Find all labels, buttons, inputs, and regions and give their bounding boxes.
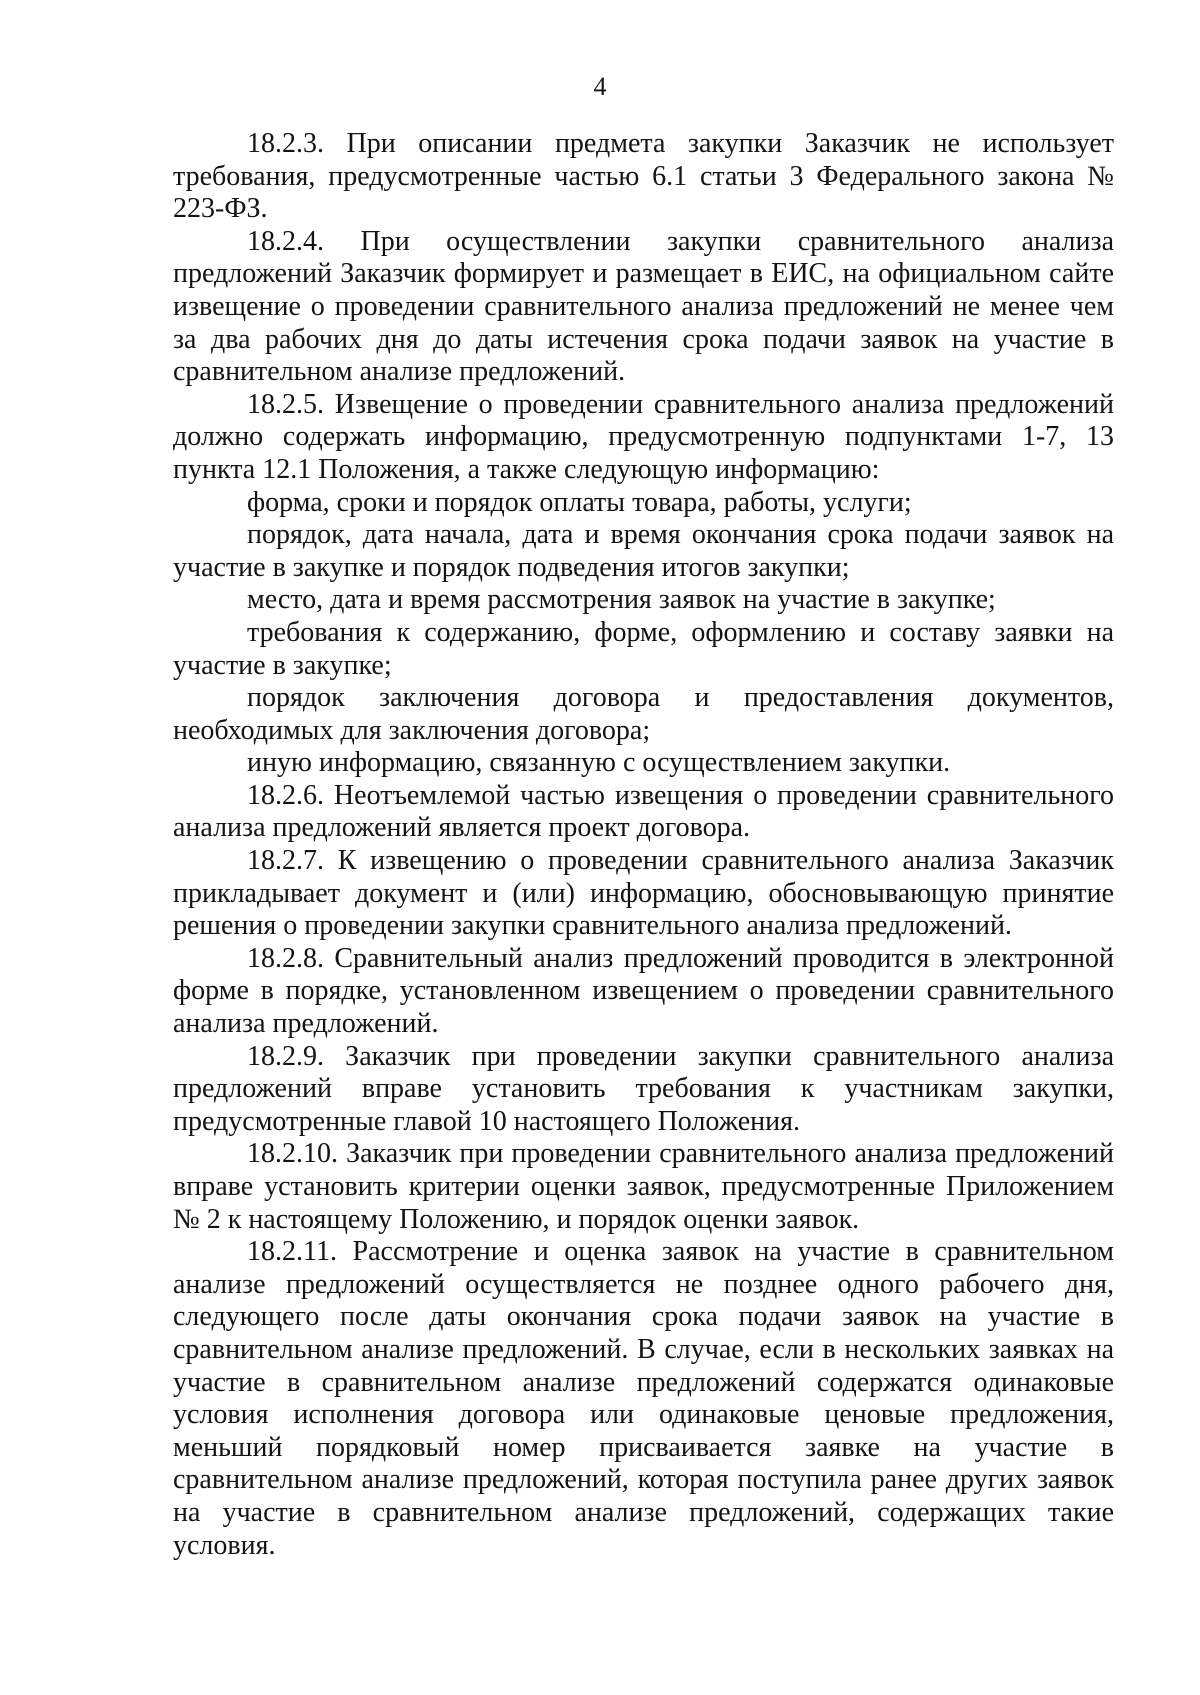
paragraph-18-2-9: 18.2.9. Заказчик при проведении закупки сравнительного анализа предложений вправе установить требования к участникам закупки, предусмотренные главой 10 настоящего Положения. <box>173 1040 1114 1137</box>
paragraph-18-2-5: 18.2.5. Извещение о проведении сравнительного анализа предложений должно содержать информацию, предусмотренную подпунктами 1-7, 13 пункта 12.1 Положения, а также следующую информацию: <box>173 388 1114 485</box>
document-body <box>173 128 1114 1562</box>
paragraph-18-2-6: 18.2.6. Неотъемлемой частью извещения о проведении сравнительного анализа предложений является проект договора. <box>173 779 1114 844</box>
page-number: 4 <box>593 72 607 101</box>
list-item-other-info: иную информацию, связанную с осуществлением закупки. <box>247 747 951 779</box>
list-item-payment-terms: форма, сроки и порядок оплаты товара, работы, услуги; <box>247 486 912 518</box>
paragraph-18-2-8: 18.2.8. Сравнительный анализ предложений проводится в электронной форме в порядке, установленном извещением о проведении сравнительного анализа предложений. <box>173 942 1114 1040</box>
paragraph-18-2-10: 18.2.10. Заказчик при проведении сравнительного анализа предложений вправе установить критерии оценки заявок, предусмотренные Приложением № 2 к настоящему Положению, и порядок оценки заявок. <box>173 1138 1114 1235</box>
paragraph-18-2-3: 18.2.3. При описании предмета закупки Заказчик не использует требования, предусмотренные частью 6.1 статьи 3 Федерального закона № 223-ФЗ. <box>173 128 1114 225</box>
paragraph-18-2-11: 18.2.11. Рассмотрение и оценка заявок на участие в сравнительном анализе предложений осуществляется не позднее одного рабочего дня, следующего после даты окончания срока подачи заявок на участие в сравнительном анализе предложений. В случае, если в нескольких заявках на участие в сравнительном анализе предложений содержатся одинаковые условия исполнения договора или одинаковые ценовые предложения, меньший порядковый номер присваивается заявке на участие в сравнительном анализе предложений, которая поступила ранее других заявок на участие в сравнительном анализе предложений, содержащих такие условия. <box>173 1236 1114 1561</box>
list-item-review-place: место, дата и время рассмотрения заявок на участие в закупке; <box>247 584 996 616</box>
paragraph-18-2-4: 18.2.4. При осуществлении закупки сравнительного анализа предложений Заказчик формирует и размещает в ЕИС, на официальном сайте извещение о проведении сравнительного анализа предложений не менее чем за два рабочих дня до даты истечения срока подачи заявок на участие в сравнительном анализе предложений. <box>173 225 1114 388</box>
paragraph-18-2-7: 18.2.7. К извещению о проведении сравнительного анализа Заказчик прикладывает документ и (или) информацию, обосновывающую принятие решения о проведении закупки сравнительного анализа предложений. <box>173 845 1114 942</box>
list-item-contract-procedure: порядок заключения договора и предоставления документов, необходимых для заключения договора; <box>173 682 1114 746</box>
list-item-application-requirements: требования к содержанию, форме, оформлению и составу заявки на участие в закупке; <box>173 616 1114 681</box>
list-item-application-deadline: порядок, дата начала, дата и время окончания срока подачи заявок на участие в закупке и порядок подведения итогов закупки; <box>173 519 1114 583</box>
